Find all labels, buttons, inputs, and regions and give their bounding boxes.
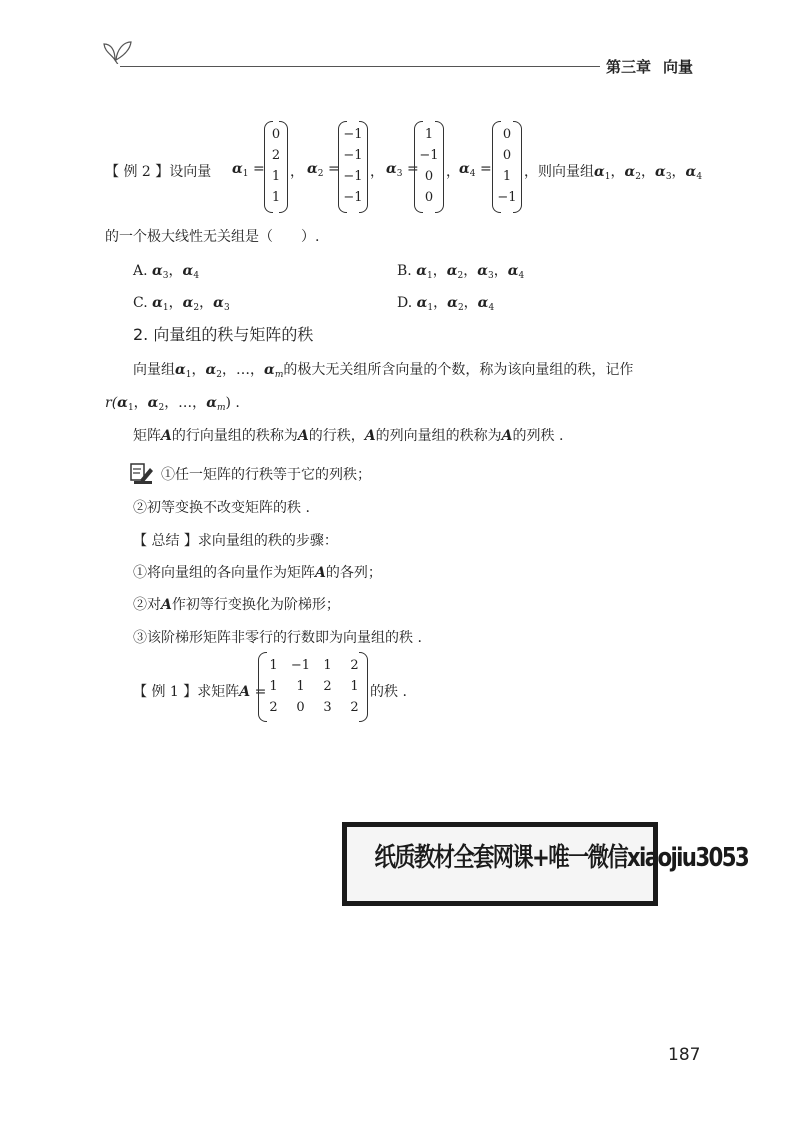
vector-a2 bbox=[338, 121, 368, 213]
vector-a1-entry: 2 bbox=[271, 148, 281, 163]
vector-a2-entry: −1 bbox=[343, 127, 363, 142]
vector-a1 bbox=[264, 121, 288, 213]
example1-label: 【 例 1 】求矩阵A = bbox=[133, 684, 267, 700]
vector-a1-entry: 1 bbox=[271, 190, 281, 205]
vector-a3 bbox=[414, 121, 444, 213]
option-d: D. $\alpha_1$，$\alpha_2$，$\alpha_4$ bbox=[397, 295, 495, 313]
vector-a4-entry: 0 bbox=[502, 148, 512, 163]
summary-heading: 【 总结 】求向量组的秩的步骤： bbox=[133, 533, 338, 549]
matrix-row: 2 0 3 2 bbox=[269, 700, 359, 715]
example2-label: 【 例 2 】设向量 bbox=[105, 164, 212, 180]
comma: ， bbox=[446, 164, 460, 180]
vector-a4-entry: 0 bbox=[502, 127, 512, 142]
vector-a1-entry: 0 bbox=[271, 127, 281, 142]
chapter-title: 向量 bbox=[663, 58, 694, 76]
example2-a2-name: $\alpha_2$ = bbox=[307, 161, 340, 179]
option-c: C. $\alpha_1$，$\alpha_2$，$\alpha_3$ bbox=[133, 295, 230, 313]
vector-a2-entry: −1 bbox=[343, 190, 363, 205]
rank-notation: $r(\alpha_1$，$\alpha_2$，…，$\alpha_m$) . bbox=[105, 395, 240, 413]
note-line-2: ②初等变换不改变矩阵的秩 . bbox=[133, 500, 310, 516]
vector-a1-entry: 1 bbox=[271, 169, 281, 184]
summary-step-3: ③该阶梯形矩阵非零行的行数即为向量组的秩 . bbox=[133, 630, 422, 646]
note-line-1: ①任一矩阵的行秩等于它的列秩； bbox=[161, 467, 371, 483]
example1-tail: 的秩 . bbox=[370, 684, 407, 700]
comma: ， bbox=[290, 164, 304, 180]
example2-question: 的一个极大线性无关组是（ ）. bbox=[105, 229, 320, 245]
vector-a2-entry: −1 bbox=[343, 148, 363, 163]
stamp-text: 纸质教材全套网课+唯一微信xiaojiu3053 bbox=[374, 843, 749, 873]
section-title: 2. 向量组的秩与矩阵的秩 bbox=[133, 325, 314, 344]
option-b: B. $\alpha_1$，$\alpha_2$，$\alpha_3$，$\alpha_4$ bbox=[397, 263, 525, 281]
matrix-row: 1 −1 1 2 bbox=[269, 658, 359, 673]
option-a: A. $\alpha_3$，$\alpha_4$ bbox=[133, 263, 200, 281]
matrix-row: 1 1 2 1 bbox=[269, 679, 359, 694]
watermark-stamp bbox=[342, 822, 749, 906]
vector-a4-entry: −1 bbox=[497, 190, 517, 205]
summary-step-2: ②对A作初等行变换化为阶梯形； bbox=[133, 597, 340, 613]
summary-step-1: ①将向量组的各向量作为矩阵A的各列； bbox=[133, 565, 382, 581]
vector-a2-entry: −1 bbox=[343, 169, 363, 184]
vector-a3-entry: 1 bbox=[424, 127, 434, 142]
note-icon bbox=[130, 462, 154, 484]
vector-a3-entry: 0 bbox=[424, 190, 434, 205]
example2-a4-name: $\alpha_4$ = bbox=[459, 161, 492, 179]
vector-a3-entry: 0 bbox=[424, 169, 434, 184]
page-number: 187 bbox=[668, 1045, 701, 1065]
vector-a4-entry: 1 bbox=[502, 169, 512, 184]
example2-a3-name: $\alpha_3$ = bbox=[386, 161, 419, 179]
matrix-rank-definition: 矩阵A的行向量组的秩称为A的行秩，A的列向量组的秩称为A的列秩 . bbox=[133, 428, 564, 444]
comma: ， bbox=[370, 164, 384, 180]
example2-a1-name: $\alpha_1$ = bbox=[232, 161, 265, 179]
matrix-a bbox=[258, 652, 368, 722]
vector-a3-entry: −1 bbox=[419, 148, 439, 163]
example2-tail: ，则向量组$\alpha_1$，$\alpha_2$，$\alpha_3$，$\alpha_4$ bbox=[524, 164, 703, 182]
rank-definition: 向量组$\alpha_1$，$\alpha_2$，…，$\alpha_m$的极大无关组所含向量的个数，称为该向量组的秩，记作 bbox=[133, 362, 634, 380]
header-rule bbox=[120, 66, 600, 67]
chapter-number: 第三章 bbox=[606, 58, 652, 76]
chapter-heading bbox=[606, 56, 693, 77]
leaf-icon bbox=[103, 38, 133, 64]
vector-a4 bbox=[492, 121, 522, 213]
